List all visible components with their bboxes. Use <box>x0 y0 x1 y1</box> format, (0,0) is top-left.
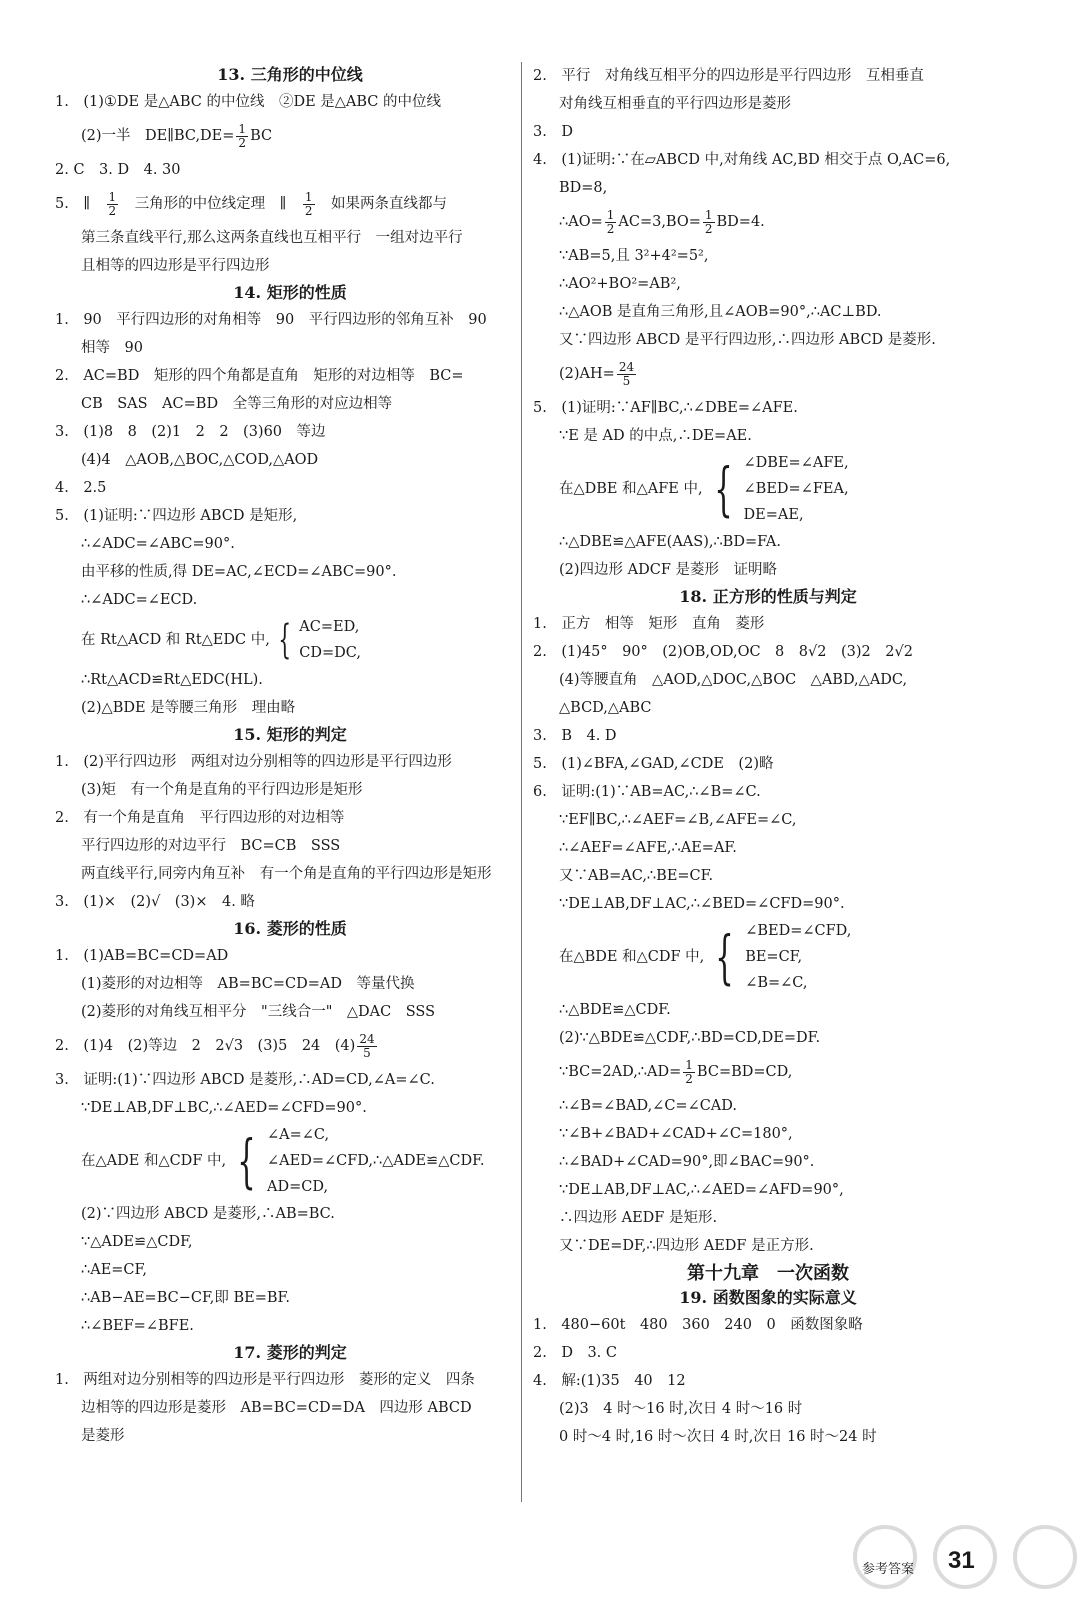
answer-line: 1. 480−60t 480 360 240 0 函数图象略 <box>533 1317 863 1333</box>
section-title: 14. 矩形的性质 <box>233 283 347 302</box>
answer-line: ∵∠B+∠BAD+∠CAD+∠C=180°, <box>559 1126 793 1142</box>
answer-line: AC=ED, <box>299 619 360 635</box>
answer-line: CB SAS AC=BD 全等三角形的对应边相等 <box>81 396 393 412</box>
answer-line: 又∵四边形 ABCD 是平行四边形,∴四边形 ABCD 是菱形. <box>559 332 936 348</box>
right-column <box>533 62 1003 1451</box>
brace-group: 在 Rt△ACD 和 Rt△EDC 中, { AC=ED, CD=DC, <box>55 614 525 666</box>
answer-line: DE=AE, <box>743 507 804 523</box>
answer-line: ∴Rt△ACD≌Rt△EDC(HL). <box>81 672 263 688</box>
answer-line: (2)AH= $\frac{24}{5}$ <box>559 359 635 388</box>
answer-line: 又∵DE=DF,∴四边形 AEDF 是正方形. <box>559 1238 814 1254</box>
answer-line: 平行四边形的对边平行 BC=CB SSS <box>81 838 341 854</box>
answer-line: ∠BED=∠CFD, <box>745 923 852 939</box>
fraction: $\frac{1}{2}$ <box>704 207 713 236</box>
answer-line: 3. D <box>533 124 573 140</box>
answer-line: 4. (1)证明:∵在▱ABCD 中,对角线 AC,BD 相交于点 O,AC=6, <box>533 152 951 168</box>
answer-line: 且相等的四边形是平行四边形 <box>81 258 270 274</box>
answer-line: ∵DE⊥AB,DF⊥BC,∴∠AED=∠CFD=90°. <box>81 1100 367 1116</box>
brace-symbol: { <box>237 1127 256 1195</box>
answer-line: 2. 平行 对角线互相平分的四边形是平行四边形 互相垂直 <box>533 68 924 84</box>
fraction: $\frac{24}{5}$ <box>359 1031 375 1060</box>
fraction: $\frac{1}{2}$ <box>238 121 247 150</box>
fraction: $\frac{1}{2}$ <box>108 189 117 218</box>
answer-line: 两直线平行,同旁内角互补 有一个角是直角的平行四边形是矩形 <box>81 866 492 882</box>
answer-line: ∠DBE=∠AFE, <box>743 455 849 471</box>
fraction: $\frac{1}{2}$ <box>606 207 615 236</box>
answer-line: 对角线互相垂直的平行四边形是菱形 <box>559 96 791 112</box>
answer-line: (2)一半 DE∥BC,DE= $\frac{1}{2}$ BC <box>81 121 273 150</box>
answer-line: ∵DE⊥AB,DF⊥AC,∴∠BED=∠CFD=90°. <box>559 896 845 912</box>
answer-line: ∠B=∠C, <box>745 975 808 991</box>
answer-line: 1. 90 平行四边形的对角相等 90 平行四边形的邻角互补 90 <box>55 312 487 328</box>
answer-line: ∴∠AEF=∠AFE,∴AE=AF. <box>559 840 737 856</box>
answer-line: CD=DC, <box>299 645 361 661</box>
answer-line: 2. C 3. D 4. 30 <box>55 162 181 178</box>
answer-line: ∴△DBE≌△AFE(AAS),∴BD=FA. <box>559 534 781 550</box>
left-column <box>55 62 525 1450</box>
answer-line: 5. (1)∠BFA,∠GAD,∠CDE (2)略 <box>533 756 774 772</box>
answer-line: ∴△AOB 是直角三角形,且∠AOB=90°,∴AC⊥BD. <box>559 304 882 320</box>
answer-line: (2)四边形 ADCF 是菱形 证明略 <box>559 562 778 578</box>
answer-line: 1. 正方 相等 矩形 直角 菱形 <box>533 616 765 632</box>
section-title: 19. 函数图象的实际意义 <box>679 1288 857 1307</box>
answer-line: ∴∠B=∠BAD,∠C=∠CAD. <box>559 1098 738 1114</box>
section-title: 13. 三角形的中位线 <box>217 65 363 84</box>
section-title: 18. 正方形的性质与判定 <box>679 587 857 606</box>
chapter-title: 第十九章 一次函数 <box>687 1263 849 1284</box>
answer-line: ∵BC=2AD,∴AD= $\frac{1}{2}$ BC=BD=CD, <box>559 1057 793 1086</box>
section-title: 15. 矩形的判定 <box>233 725 347 744</box>
answer-line: (1)菱形的对边相等 AB=BC=CD=AD 等量代换 <box>81 976 415 992</box>
answer-line: 3. (1)× (2)√ (3)× 4. 略 <box>55 894 255 910</box>
answer-line: 是菱形 <box>81 1428 125 1444</box>
answer-line: 0 时～4 时,16 时～次日 4 时,次日 16 时～24 时 <box>559 1429 877 1445</box>
brace-group: 在△ADE 和△CDF 中, { ∠A=∠C, ∠AED=∠CFD,∴△ADE≌△CDF. AD=CD, <box>55 1122 525 1200</box>
answer-line: ∵△ADE≌△CDF, <box>81 1234 193 1250</box>
answer-line: △BCD,△ABC <box>559 700 652 716</box>
section-title: 17. 菱形的判定 <box>233 1343 347 1362</box>
brace-symbol: { <box>713 455 733 523</box>
answer-line: 边相等的四边形是菱形 AB=BC=CD=DA 四边形 ABCD <box>81 1400 472 1416</box>
answer-line: (4)4 △AOB,△BOC,△COD,△AOD <box>81 452 319 468</box>
answer-line: ∴AE=CF, <box>81 1262 147 1278</box>
answer-line: ∴AO²+BO²=AB², <box>559 276 681 292</box>
answer-line: 又∵AB=AC,∴BE=CF. <box>559 868 714 884</box>
answer-line: ∴∠ADC=∠ECD. <box>81 592 198 608</box>
answer-line: 2. (1)45° 90° (2)OB,OD,OC 8 8√2 (3)2 2√2 <box>533 644 913 660</box>
answer-line: ∴∠ADC=∠ABC=90°. <box>81 536 235 552</box>
answer-line: ∴AO= $\frac{1}{2}$ AC=3,BO= $\frac{1}{2}$ BD=4. <box>559 207 765 236</box>
answer-line: 2. AC=BD 矩形的四个角都是直角 矩形的对边相等 BC= <box>55 368 464 384</box>
answer-line: AD=CD, <box>267 1179 329 1195</box>
answer-line: ∴AB−AE=BC−CF,即 BE=BF. <box>81 1290 290 1306</box>
fraction: $\frac{1}{2}$ <box>685 1057 693 1086</box>
answer-line: 1. 两组对边分别相等的四边形是平行四边形 菱形的定义 四条 <box>55 1372 475 1388</box>
brace-symbol: { <box>715 923 734 991</box>
answer-line: ∵DE⊥AB,DF⊥AC,∴∠AED=∠AFD=90°, <box>559 1182 844 1198</box>
answer-line: (2)∵四边形 ABCD 是菱形,∴AB=BC. <box>81 1206 335 1222</box>
answer-line: ∵EF∥BC,∴∠AEF=∠B,∠AFE=∠C, <box>559 812 797 828</box>
answer-line: 第三条直线平行,那么这两条直线也互相平行 一组对边平行 <box>81 230 463 246</box>
answer-line: ∴△BDE≌△CDF. <box>559 1002 671 1018</box>
brace-symbol: { <box>278 617 291 663</box>
answer-line: (3)矩 有一个角是直角的平行四边形是矩形 <box>81 782 363 798</box>
brace-group: 在△BDE 和△CDF 中, { ∠BED=∠CFD, BE=CF, ∠B=∠C, <box>533 918 1003 996</box>
footer-label: 参考答案 <box>862 1561 915 1576</box>
answer-line: 4. 解:(1)35 40 12 <box>533 1373 686 1389</box>
answer-line: BD=8, <box>559 180 608 196</box>
answer-line: 5. (1)证明:∵AF∥BC,∴∠DBE=∠AFE. <box>533 400 798 416</box>
answer-line: ∴∠BAD+∠CAD=90°,即∠BAC=90°. <box>559 1154 815 1170</box>
answer-line: ∵E 是 AD 的中点,∴DE=AE. <box>559 428 752 444</box>
answer-line: 1. (1)①DE 是△ABC 的中位线 ②DE 是△ABC 的中位线 <box>55 94 442 110</box>
answer-line: ∠A=∠C, <box>267 1127 330 1143</box>
answer-line: 3. (1)8 8 (2)1 2 2 (3)60 等边 <box>55 424 326 440</box>
answer-line: 3. B 4. D <box>533 728 617 744</box>
answer-line: 由平移的性质,得 DE=AC,∠ECD=∠ABC=90°. <box>81 564 397 580</box>
answer-line: ∴∠BEF=∠BFE. <box>81 1318 194 1334</box>
answer-line: 相等 90 <box>81 340 143 356</box>
answer-line: 6. 证明:(1)∵AB=AC,∴∠B=∠C. <box>533 784 761 800</box>
answer-line: 2. (1)4 (2)等边 2 2√3 (3)5 24 (4) $\frac{24}{5}$ <box>55 1031 375 1060</box>
answer-line: (2)∵△BDE≌△CDF,∴BD=CD,DE=DF. <box>559 1030 821 1046</box>
answer-line: 2. 有一个角是直角 平行四边形的对边相等 <box>55 810 345 826</box>
answer-line: ∠BED=∠FEA, <box>743 481 849 497</box>
fraction: $\frac{1}{2}$ <box>304 189 313 218</box>
answer-line: ∴四边形 AEDF 是矩形. <box>559 1210 718 1226</box>
answer-line: ∵AB=5,且 3²+4²=5², <box>559 248 709 264</box>
answer-line: 1. (2)平行四边形 两组对边分别相等的四边形是平行四边形 <box>55 754 452 770</box>
answer-line: 3. 证明:(1)∵四边形 ABCD 是菱形,∴AD=CD,∠A=∠C. <box>55 1072 435 1088</box>
answer-line: ∠AED=∠CFD,∴△ADE≌△CDF. <box>267 1153 485 1169</box>
answer-line: 4. 2.5 <box>55 480 107 496</box>
answer-line: 5. (1)证明:∵四边形 ABCD 是矩形, <box>55 508 298 524</box>
section-title: 16. 菱形的性质 <box>233 919 347 938</box>
answer-line: (2)菱形的对角线互相平分 "三线合一" △DAC SSS <box>81 1004 436 1020</box>
answer-line: (2)△BDE 是等腰三角形 理由略 <box>81 700 296 716</box>
page-number: 31 <box>948 1547 975 1574</box>
answer-line: BE=CF, <box>745 949 803 965</box>
answer-line: 1. (1)AB=BC=CD=AD <box>55 948 229 964</box>
answer-line: 2. D 3. C <box>533 1345 617 1361</box>
answer-line: (2)3 4 时～16 时,次日 4 时～16 时 <box>559 1401 803 1417</box>
fraction: $\frac{24}{5}$ <box>618 359 635 388</box>
answer-line: 5. ∥ $\frac{1}{2}$ 三角形的中位线定理 ∥ $\frac{1}{2}$ 如果两条直线都与 <box>55 189 448 218</box>
brace-group: 在△DBE 和△AFE 中, { ∠DBE=∠AFE, ∠BED=∠FEA, DE=AE, <box>533 450 1003 528</box>
answer-line: (4)等腰直角 △AOD,△DOC,△BOC △ABD,△ADC, <box>559 672 908 688</box>
